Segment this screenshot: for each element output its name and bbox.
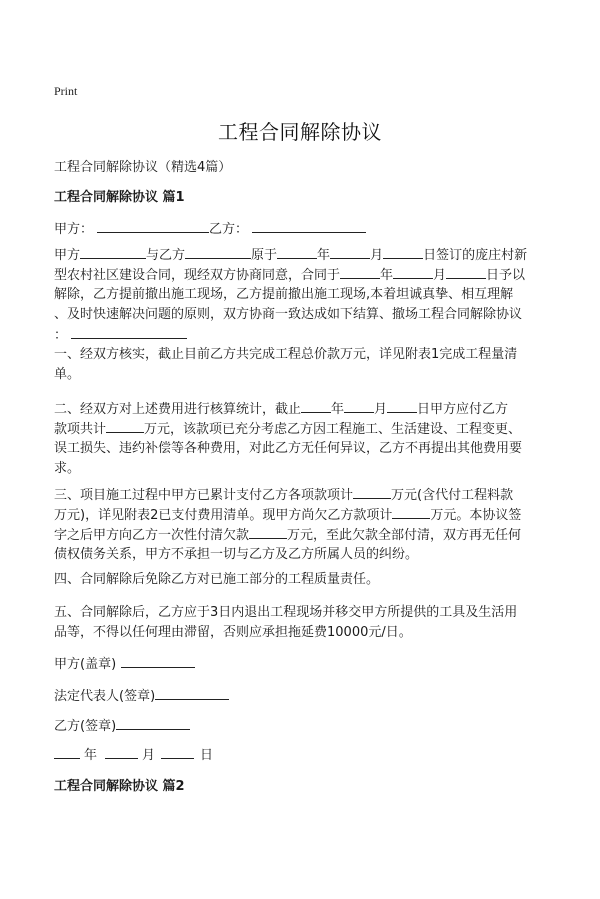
clause-3 [54, 485, 554, 565]
text: 款项共计 [54, 422, 107, 437]
document-subtitle: 工程合同解除协议（精选4篇） [54, 160, 232, 175]
text: 月 [433, 268, 447, 283]
text: 年 [380, 268, 394, 283]
day-blank[interactable] [161, 745, 194, 759]
text: 月 [374, 402, 388, 417]
text: 万元，该款项已充分考虑乙方因工程施工、生活建设、工程变更、 [144, 422, 522, 437]
blank[interactable] [446, 265, 486, 279]
section-1-heading: 工程合同解除协议 篇1 [54, 190, 185, 205]
party-b-sign-label: 乙方(签章) [54, 719, 117, 734]
text: 原于 [251, 248, 278, 263]
clause-4 [54, 570, 554, 590]
day-label: 日 [200, 748, 214, 763]
blank[interactable] [106, 419, 144, 433]
blank[interactable] [392, 505, 430, 519]
text: 二、经双方对上述费用进行核算统计，截止 [54, 402, 302, 417]
party-b-blank[interactable] [252, 219, 366, 233]
clause-5 [54, 603, 554, 643]
date-line [54, 744, 213, 763]
blank[interactable] [393, 265, 433, 279]
year-label: 年 [84, 748, 98, 763]
legal-rep-line [54, 685, 229, 704]
blank[interactable] [340, 265, 380, 279]
legal-rep-label: 法定代表人(签章) [54, 689, 156, 704]
party-b-sign-blank[interactable] [116, 716, 190, 730]
text: 债权债务关系，甲方不承担一切与乙方及乙方所属人员的纠纷。 [54, 547, 419, 562]
blank[interactable] [330, 245, 370, 259]
text: 解除，乙方提前撤出施工现场，乙方提前撤出施工现场,本着坦诚真挚、相互理解 [54, 287, 514, 302]
blank[interactable] [249, 525, 287, 539]
text: 月 [370, 248, 384, 263]
text: 字之后甲方向乙方一次性付清欠款 [54, 528, 250, 543]
text: 万元(含代付工程料款 [391, 488, 514, 503]
legal-rep-blank[interactable] [155, 686, 229, 700]
blank[interactable] [301, 399, 331, 413]
document-title: 工程合同解除协议 [218, 120, 382, 144]
text: 型农村社区建设合同，现经双方协商同意，合同于 [54, 268, 341, 283]
blank[interactable] [277, 245, 317, 259]
party-a-seal-label: 甲方(盖章) [54, 657, 117, 672]
text: 误工损失、违约补偿等各种费用，对此乙方无任何异议，乙方不再提出其他费用要 [54, 441, 523, 456]
text: 万元。本协议签 [430, 508, 522, 523]
blank[interactable] [387, 399, 417, 413]
text: ： [54, 328, 68, 343]
text: 年 [317, 248, 331, 263]
text: 三、项目施工过程中甲方已累计支付乙方各项款项计 [54, 488, 354, 503]
text: 求。 [54, 461, 81, 476]
blank[interactable] [344, 399, 374, 413]
blank[interactable] [185, 245, 251, 259]
year-blank[interactable] [54, 745, 80, 759]
month-label: 月 [142, 748, 156, 763]
party-a-seal-line [54, 653, 195, 672]
text: 甲方 [54, 248, 81, 263]
intro-paragraph [54, 245, 554, 345]
parties-line [54, 218, 366, 237]
party-a-label: 甲方： [54, 222, 94, 237]
text: 与乙方 [146, 248, 186, 263]
blank[interactable] [353, 485, 391, 499]
text: 单。 [54, 367, 81, 382]
clause-1 [54, 345, 554, 385]
text: 日甲方应付乙方 [417, 402, 509, 417]
text: 一、经双方核实，截止目前乙方共完成工程总价款万元，详见附表1完成工程量清 [54, 347, 518, 362]
text: 四、合同解除后免除乙方对已施工部分的工程质量责任。 [54, 572, 380, 587]
text: 日予以 [486, 268, 526, 283]
month-blank[interactable] [105, 745, 138, 759]
blank[interactable] [80, 245, 146, 259]
party-a-seal-blank[interactable] [121, 654, 195, 668]
print-label: Print [54, 84, 78, 98]
text: 五、合同解除后，乙方应于3日内退出工程现场并移交甲方所提供的工具及生活用 [54, 605, 518, 620]
party-b-label: 乙方： [209, 222, 249, 237]
text: 万元)，详见附表2已支付费用清单。现甲方尚欠乙方款项计 [54, 508, 393, 523]
text: 日签订的庞庄村新 [423, 248, 528, 263]
blank[interactable] [383, 245, 423, 259]
text: 品等，不得以任何理由滞留，否则应承担拖延费10000元/日。 [54, 625, 412, 640]
text: 万元，至此欠款全部付清，双方再无任何 [287, 528, 522, 543]
clause-2 [54, 399, 554, 479]
party-a-blank[interactable] [97, 219, 209, 233]
text: 年 [331, 402, 345, 417]
blank[interactable] [71, 325, 187, 339]
section-2-heading: 工程合同解除协议 篇2 [54, 779, 185, 794]
party-b-sign-line [54, 715, 190, 734]
text: 、及时快速解决问题的原则，双方协商一致达成如下结算、撤场工程合同解除协议 [54, 307, 523, 322]
